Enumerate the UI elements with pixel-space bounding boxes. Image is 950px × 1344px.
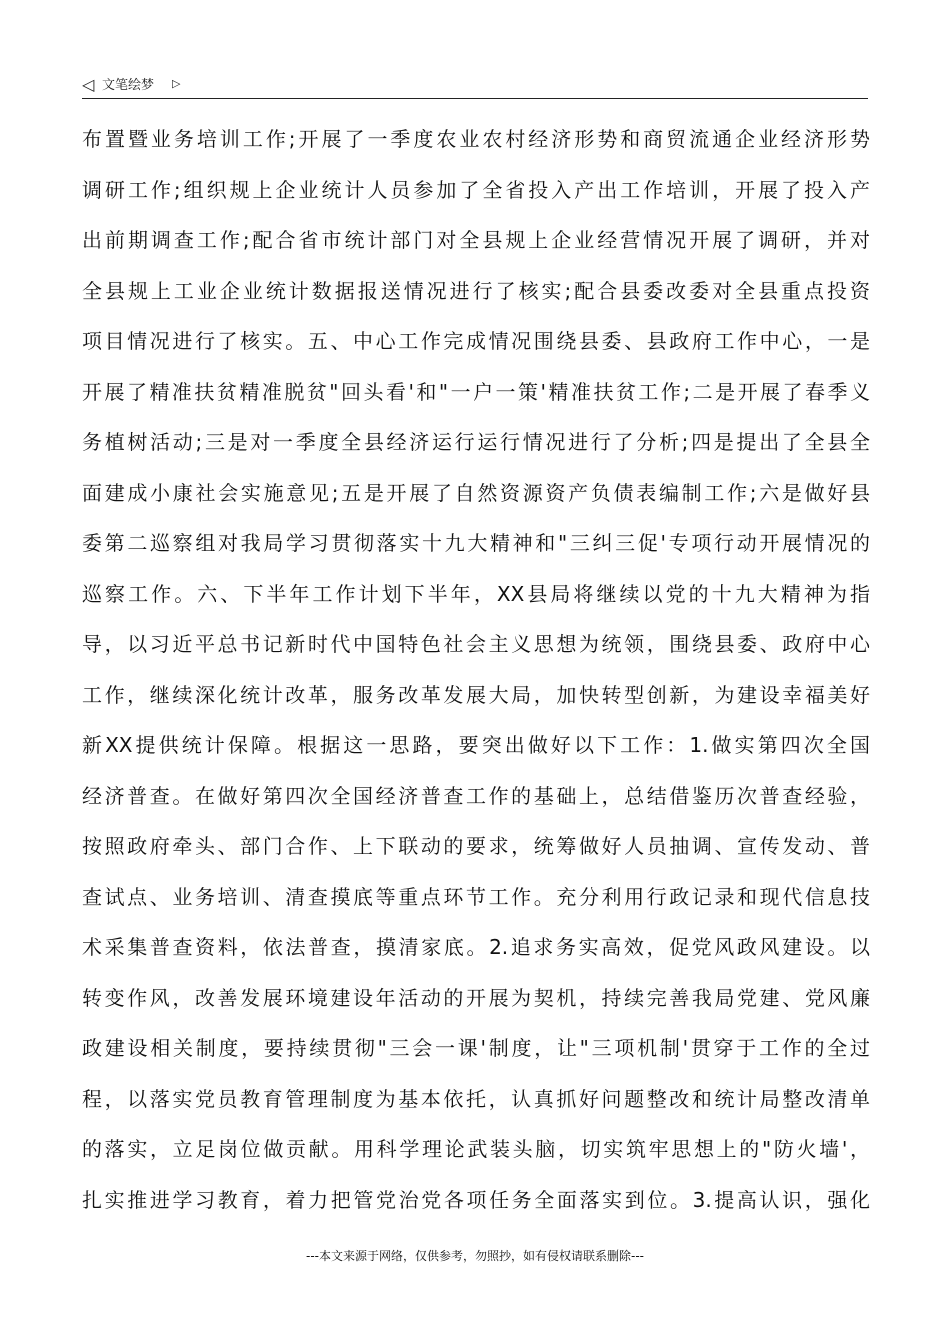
body-line: 程，以落实党员教育管理制度为基本依托，认真抓好问题整改和统计局整改清单 [82, 1086, 870, 1111]
body-line: 出前期调查工作;配合省市统计部门对全县规上企业经营情况开展了调研，并对 [82, 228, 870, 252]
body-line: 布置暨业务培训工作;开展了一季度农业农村经济形势和商贸流通企业经济形势 [82, 127, 870, 151]
body-line: 导，以习近平总书记新时代中国特色社会主义思想为统领，围绕县委、政府中心 [82, 632, 870, 656]
body-line: 工作，继续深化统计改革，服务改革发展大局，加快转型创新，为建设幸福美好 [82, 682, 870, 707]
left-triangle-icon: ◁ [82, 75, 95, 94]
body-line: 面建成小康社会实施意见;五是开展了自然资源资产负债表编制工作;六是做好县 [82, 480, 870, 505]
document-body [82, 114, 870, 1225]
body-line: 巡察工作。六、下半年工作计划下半年，XX县局将继续以党的十九大精神为指 [82, 581, 870, 606]
body-line: 的落实，立足岗位做贡献。用科学理论武装头脑，切实筑牢思想上的"防火墙'， [82, 1137, 870, 1161]
body-line: 委第二巡察组对我局学习贯彻落实十九大精神和"三纠三促'专项行动开展情况的 [82, 531, 870, 555]
body-line: 转变作风，改善发展环境建设年活动的开展为契机，持续完善我局党建、党风廉 [82, 985, 870, 1010]
body-line: 政建设相关制度，要持续贯彻"三会一课'制度，让"三项机制'贯穿于工作的全过 [82, 1036, 870, 1060]
body-line: 调研工作;组织规上企业统计人员参加了全省投入产出工作培训，开展了投入产 [82, 177, 870, 202]
body-line: 务植树活动;三是对一季度全县经济运行运行情况进行了分析;四是提出了全县全 [82, 430, 870, 454]
body-line: 查试点、业务培训、清查摸底等重点环节工作。充分利用行政记录和现代信息技 [82, 884, 870, 909]
footer-disclaimer: ---本文来源于网络，仅供参考，勿照抄，如有侵权请联系删除--- [306, 1249, 644, 1263]
body-line: 开展了精准扶贫精准脱贫"回头看'和"一户一策'精准扶贫工作;二是开展了春季义 [82, 379, 870, 404]
body-line: 术采集普查资料，依法普查，摸清家底。2.追求务实高效，促党风政风建设。以 [82, 935, 870, 959]
body-line: 按照政府牵头、部门合作、上下联动的要求，统筹做好人员抽调、宣传发动、普 [82, 834, 870, 858]
page-header [82, 74, 868, 99]
body-line: 扎实推进学习教育，着力把管党治党各项任务全面落实到位。3.提高认识，强化 [82, 1187, 870, 1212]
body-line: 全县规上工业企业统计数据报送情况进行了核实;配合县委改委对全县重点投资 [82, 278, 870, 303]
body-line: 经济普查。在做好第四次全国经济普查工作的基础上，总结借鉴历次普查经验， [82, 783, 870, 808]
header-title: 文笔绘梦 [102, 78, 155, 93]
body-line: 项目情况进行了核实。五、中心工作完成情况围绕县委、县政府工作中心，一是 [82, 329, 870, 353]
body-line: 新XX提供统计保障。根据这一思路，要突出做好以下工作：1.做实第四次全国 [82, 733, 870, 757]
right-triangle-icon: ▷ [172, 77, 181, 90]
